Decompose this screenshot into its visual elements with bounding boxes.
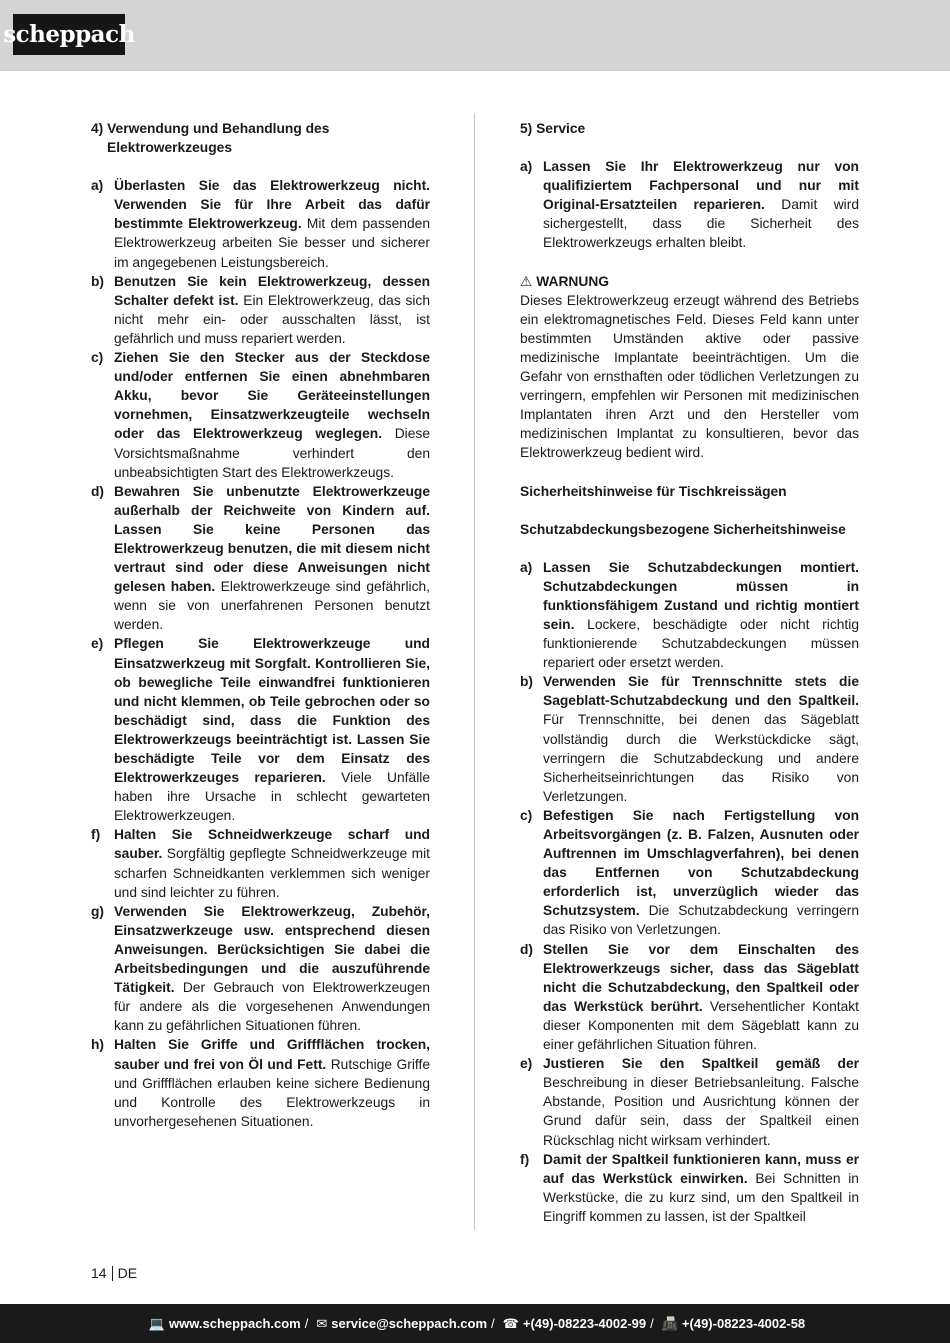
item-body	[543, 672, 859, 806]
section-heading-service: 5) Service	[520, 121, 586, 136]
item-bold: Stellen Sie vor dem Einschalten des Elektrowerkzeugs sicher, dass das Sägeblatt nicht die Schutzabdeckung, den Spaltkeil oder das Werkstück berührt.	[543, 941, 859, 1014]
footer-separator: /	[491, 1316, 495, 1331]
item-bold: Überlasten Sie das Elektrowerkzeug nicht. Verwenden Sie für Ihre Arbeit das dafür bestimmte Elektrowerkzeug.	[114, 178, 430, 232]
item-label: b)	[91, 273, 105, 289]
right-column	[520, 119, 859, 1226]
item-body	[114, 482, 430, 635]
computer-icon: 💻	[148, 1315, 166, 1331]
item-label: e)	[91, 636, 104, 652]
warning-text: Dieses Elektrowerkzeug erzeugt während des Betriebs ein elektromagnetisches Feld. Dieses Feld kann unter bestimmten Umständen aktive oder passive medizinische Implantate beeinträchtigen. Um die Gefahr von ernsthaften oder tödlichen Verletzungen zu verringern, empfehlen wir Personen mit medizinischen Implantaten ihren Arzt und den Hersteller vom medizinischen Implantat zu konsultieren, bevor das Elektrowerkzeug bedient wird.	[520, 292, 859, 461]
item-bold: Befestigen Sie nach Fertigstellung von Arbeitsvorgängen (z. B. Falzen, Ausnuten oder Auftrennen im Umschlagverfahren), bei denen das Entfernen von Schutzabdeckung erforderlich ist, unverzüglich wieder das Schutzsystem.	[543, 807, 859, 919]
list-item	[520, 558, 859, 673]
list-item	[520, 672, 859, 806]
section-heading-guards: Schutzabdeckungsbezogene Sicherheitshinweise	[520, 521, 846, 537]
list-item	[520, 157, 859, 252]
list-item	[520, 1054, 859, 1149]
list-item	[91, 176, 430, 271]
item-bold: Halten Sie Schneidwerkzeuge scharf und sauber.	[114, 827, 430, 862]
item-text: Elektrowerkzeuge sind gefährlich, wenn sie von unerfahrenen Personen benutzt werden.	[114, 579, 430, 633]
section-heading-table-saw: Sicherheitshinweise für Tischkreissägen	[520, 483, 787, 499]
spacer	[520, 138, 859, 157]
section-heading-usage	[91, 119, 430, 157]
section-heading-line2: Elektrowerkzeuges	[107, 140, 232, 156]
item-body	[114, 176, 430, 271]
spacer	[520, 501, 859, 520]
list-item	[520, 806, 859, 940]
item-label: a)	[91, 178, 104, 194]
item-text: Rutschige Griffe und Griffflächen erlauben keine sichere Bedienung und Kontrolle des Elektrowerkzeugs in unvorhergesehenen Situationen.	[114, 1056, 430, 1129]
spacer	[520, 253, 859, 272]
item-label: f)	[91, 827, 101, 843]
footer-separator: /	[650, 1316, 654, 1331]
item-label: d)	[520, 941, 534, 957]
item-bold: Lassen Sie Schutzabdeckungen montiert. Schutzabdeckungen müssen in funktionsfähigem Zustand und richtig montiert sein.	[543, 559, 859, 632]
mail-icon: ✉	[316, 1315, 328, 1331]
warning-icon: ⚠	[520, 273, 533, 289]
item-label: b)	[520, 674, 534, 690]
page-language: DE	[117, 1265, 138, 1281]
fax-icon: 📠	[661, 1315, 678, 1331]
item-text: Lockere, beschädigte oder nicht richtig funktionierende Schutzabdeckungen müssen repariert oder ersetzt werden.	[543, 616, 859, 671]
item-bold: Verwenden Sie für Trennschnitte stets die Sageblatt-Schutzabdeckung und den Spaltkeil.	[543, 674, 859, 709]
item-text: Viele Unfälle haben ihre Ursache in schlecht gewarteten Elektrowerkzeugen.	[114, 770, 430, 824]
item-bold: Justieren Sie den Spaltkeil gemäß der	[543, 1056, 859, 1072]
item-label: c)	[91, 350, 104, 366]
item-text: Diese Vorsichtsmaßnahme verhindert den unbeabsichtigten Start des Elektrowerkzeugs.	[114, 426, 430, 480]
item-bold: Pflegen Sie Elektrowerkzeuge und Einsatzwerkzeug mit Sorgfalt. Kontrollieren Sie, ob bewegliche Teile einwandfrei funktionieren und nicht klemmen, ob Teile gebrochen oder so beschädigt sind, dass die Funktion des Elektrowerkzeugs beeinträchtigt ist. Lassen Sie beschädigte Teile vor dem Einsatz des Elektrowerkzeuges reparieren.	[114, 636, 430, 786]
item-label: a)	[520, 159, 533, 175]
item-bold: Ziehen Sie den Stecker aus der Steckdose und/oder entfernen Sie einen abnehmbaren Akku, bevor Sie Geräteeinstellungen vornehmen, Einsatzwerkzeugteile wechseln oder das Elektrowerkzeug weglegen.	[114, 350, 430, 442]
item-body	[543, 806, 859, 940]
item-bold: Benutzen Sie kein Elektrowerkzeug, dessen Schalter defekt ist.	[114, 273, 430, 308]
list-item	[520, 940, 859, 1055]
item-body	[114, 825, 430, 901]
list-item	[520, 1150, 859, 1226]
footer-separator: /	[304, 1316, 309, 1331]
item-text: Sorgfältig gepflegte Schneidwerkzeuge mit scharfen Schneidkanten verklemmen sich weniger und sind leichter zu führen.	[114, 846, 430, 900]
item-text: Ein Elektrowerkzeug, das sich nicht mehr ein- oder ausschalten lässt, ist gefährlich und muss repariert werden.	[114, 292, 430, 346]
spacer	[520, 463, 859, 482]
page-header	[0, 0, 950, 71]
item-body	[114, 348, 430, 482]
item-body	[543, 157, 859, 252]
item-text: Beschreibung in dieser Betriebsanleitung. Falsche Abstande, Position und Ausrichtung können der Grund dafür sein, dass der Spaltkeil einen Rückschlag nicht wirksam verhindert.	[543, 1075, 859, 1148]
list-item	[91, 902, 430, 1036]
brand-logo: scheppach	[13, 14, 125, 55]
item-label: d)	[91, 483, 105, 499]
list-item	[91, 634, 430, 825]
item-text: Die Schutzabdeckung verringern das Risiko von Verletzungen.	[543, 903, 859, 938]
item-body	[114, 902, 430, 1036]
item-text: Für Trennschnitte, bei denen das Sägeblatt vollständig durch die Werkstückdicke sägt, verringern die Schutzabdeckung und andere Sicherheitseinrichtungen das Risiko von Verletzungen.	[543, 712, 859, 804]
item-body	[543, 940, 859, 1055]
item-body	[543, 1150, 859, 1226]
spacer	[91, 157, 430, 176]
page-number	[91, 1265, 137, 1281]
footer-email: service@scheppach.com	[331, 1316, 488, 1331]
footer-fax: +(49)-08223-4002-58	[681, 1316, 806, 1331]
list-item	[91, 482, 430, 635]
list-item	[91, 1035, 430, 1130]
item-bold: Verwenden Sie Elektrowerkzeug, Zubehör, Einsatzwerkzeuge usw. entsprechend diesen Anweisungen. Berücksichtigen Sie dabei die Arbeitsbedingungen und die auszuführende Tätigkeit.	[114, 903, 430, 996]
item-label: h)	[91, 1037, 105, 1053]
item-bold: Damit der Spaltkeil funktionieren kann, muss er auf das Werkstück einwirken.	[543, 1151, 859, 1186]
item-body	[543, 1054, 859, 1149]
list-item	[91, 272, 430, 348]
spacer	[520, 539, 859, 558]
item-label: e)	[520, 1056, 533, 1072]
item-text: Der Gebrauch von Elektrowerkzeugen für andere als die vorgesehenen Anwendungen kann zu gefährlichen Situationen führen.	[114, 980, 430, 1034]
item-label: a)	[520, 559, 533, 575]
item-body	[114, 1035, 430, 1130]
item-bold: Lassen Sie Ihr Elektrowerkzeug nur von qualifiziertem Fachpersonal und nur mit Original-Ersatzteilen reparieren.	[543, 159, 859, 213]
item-body	[543, 558, 859, 673]
section-heading-line1: 4) Verwendung und Behandlung des	[91, 121, 330, 136]
left-column	[91, 119, 430, 1131]
list-item	[91, 825, 430, 901]
item-label: g)	[91, 903, 105, 919]
page-number-value: 14	[91, 1265, 107, 1281]
item-body	[114, 634, 430, 825]
page-footer	[0, 1304, 950, 1343]
item-text: Versehentlicher Kontakt dieser Komponenten mit dem Sägeblatt kann zu einer gefährlichen Situation führen.	[543, 998, 859, 1053]
warning-heading	[520, 272, 859, 291]
column-divider	[474, 113, 475, 1230]
item-label: c)	[520, 807, 533, 823]
footer-website: www.scheppach.com	[169, 1316, 301, 1331]
item-bold: Bewahren Sie unbenutzte Elektrowerkzeuge außerhalb der Reichweite von Kindern auf. Lassen Sie keine Personen das Elektrowerkzeug benutzen, die mit diesem nicht vertraut sind oder diese Anweisungen nicht gelesen haben.	[114, 483, 430, 595]
item-body	[114, 272, 430, 348]
item-text: Damit wird sichergestellt, dass die Sicherheit des Elektrowerkzeugs erhalten bleibt.	[543, 197, 859, 251]
item-text: Bei Schnitten in Werkstücke, die zu kurz sind, um den Spaltkeil in Eingriff kommen zu lassen, ist der Spaltkeil	[543, 1170, 859, 1224]
page-number-separator	[112, 1266, 113, 1281]
footer-phone: +(49)-08223-4002-99	[522, 1316, 647, 1331]
item-label: f)	[520, 1151, 530, 1167]
list-item	[91, 348, 430, 482]
item-text: Mit dem passenden Elektrowerkzeug arbeiten Sie besser und sicherer im angegebenen Leistungsbereich.	[114, 216, 430, 270]
phone-icon: ☎	[502, 1315, 519, 1331]
warning-heading-text: WARNUNG	[536, 273, 610, 289]
item-bold: Halten Sie Griffe und Griffflächen trocken, sauber und frei von Öl und Fett.	[114, 1037, 430, 1072]
